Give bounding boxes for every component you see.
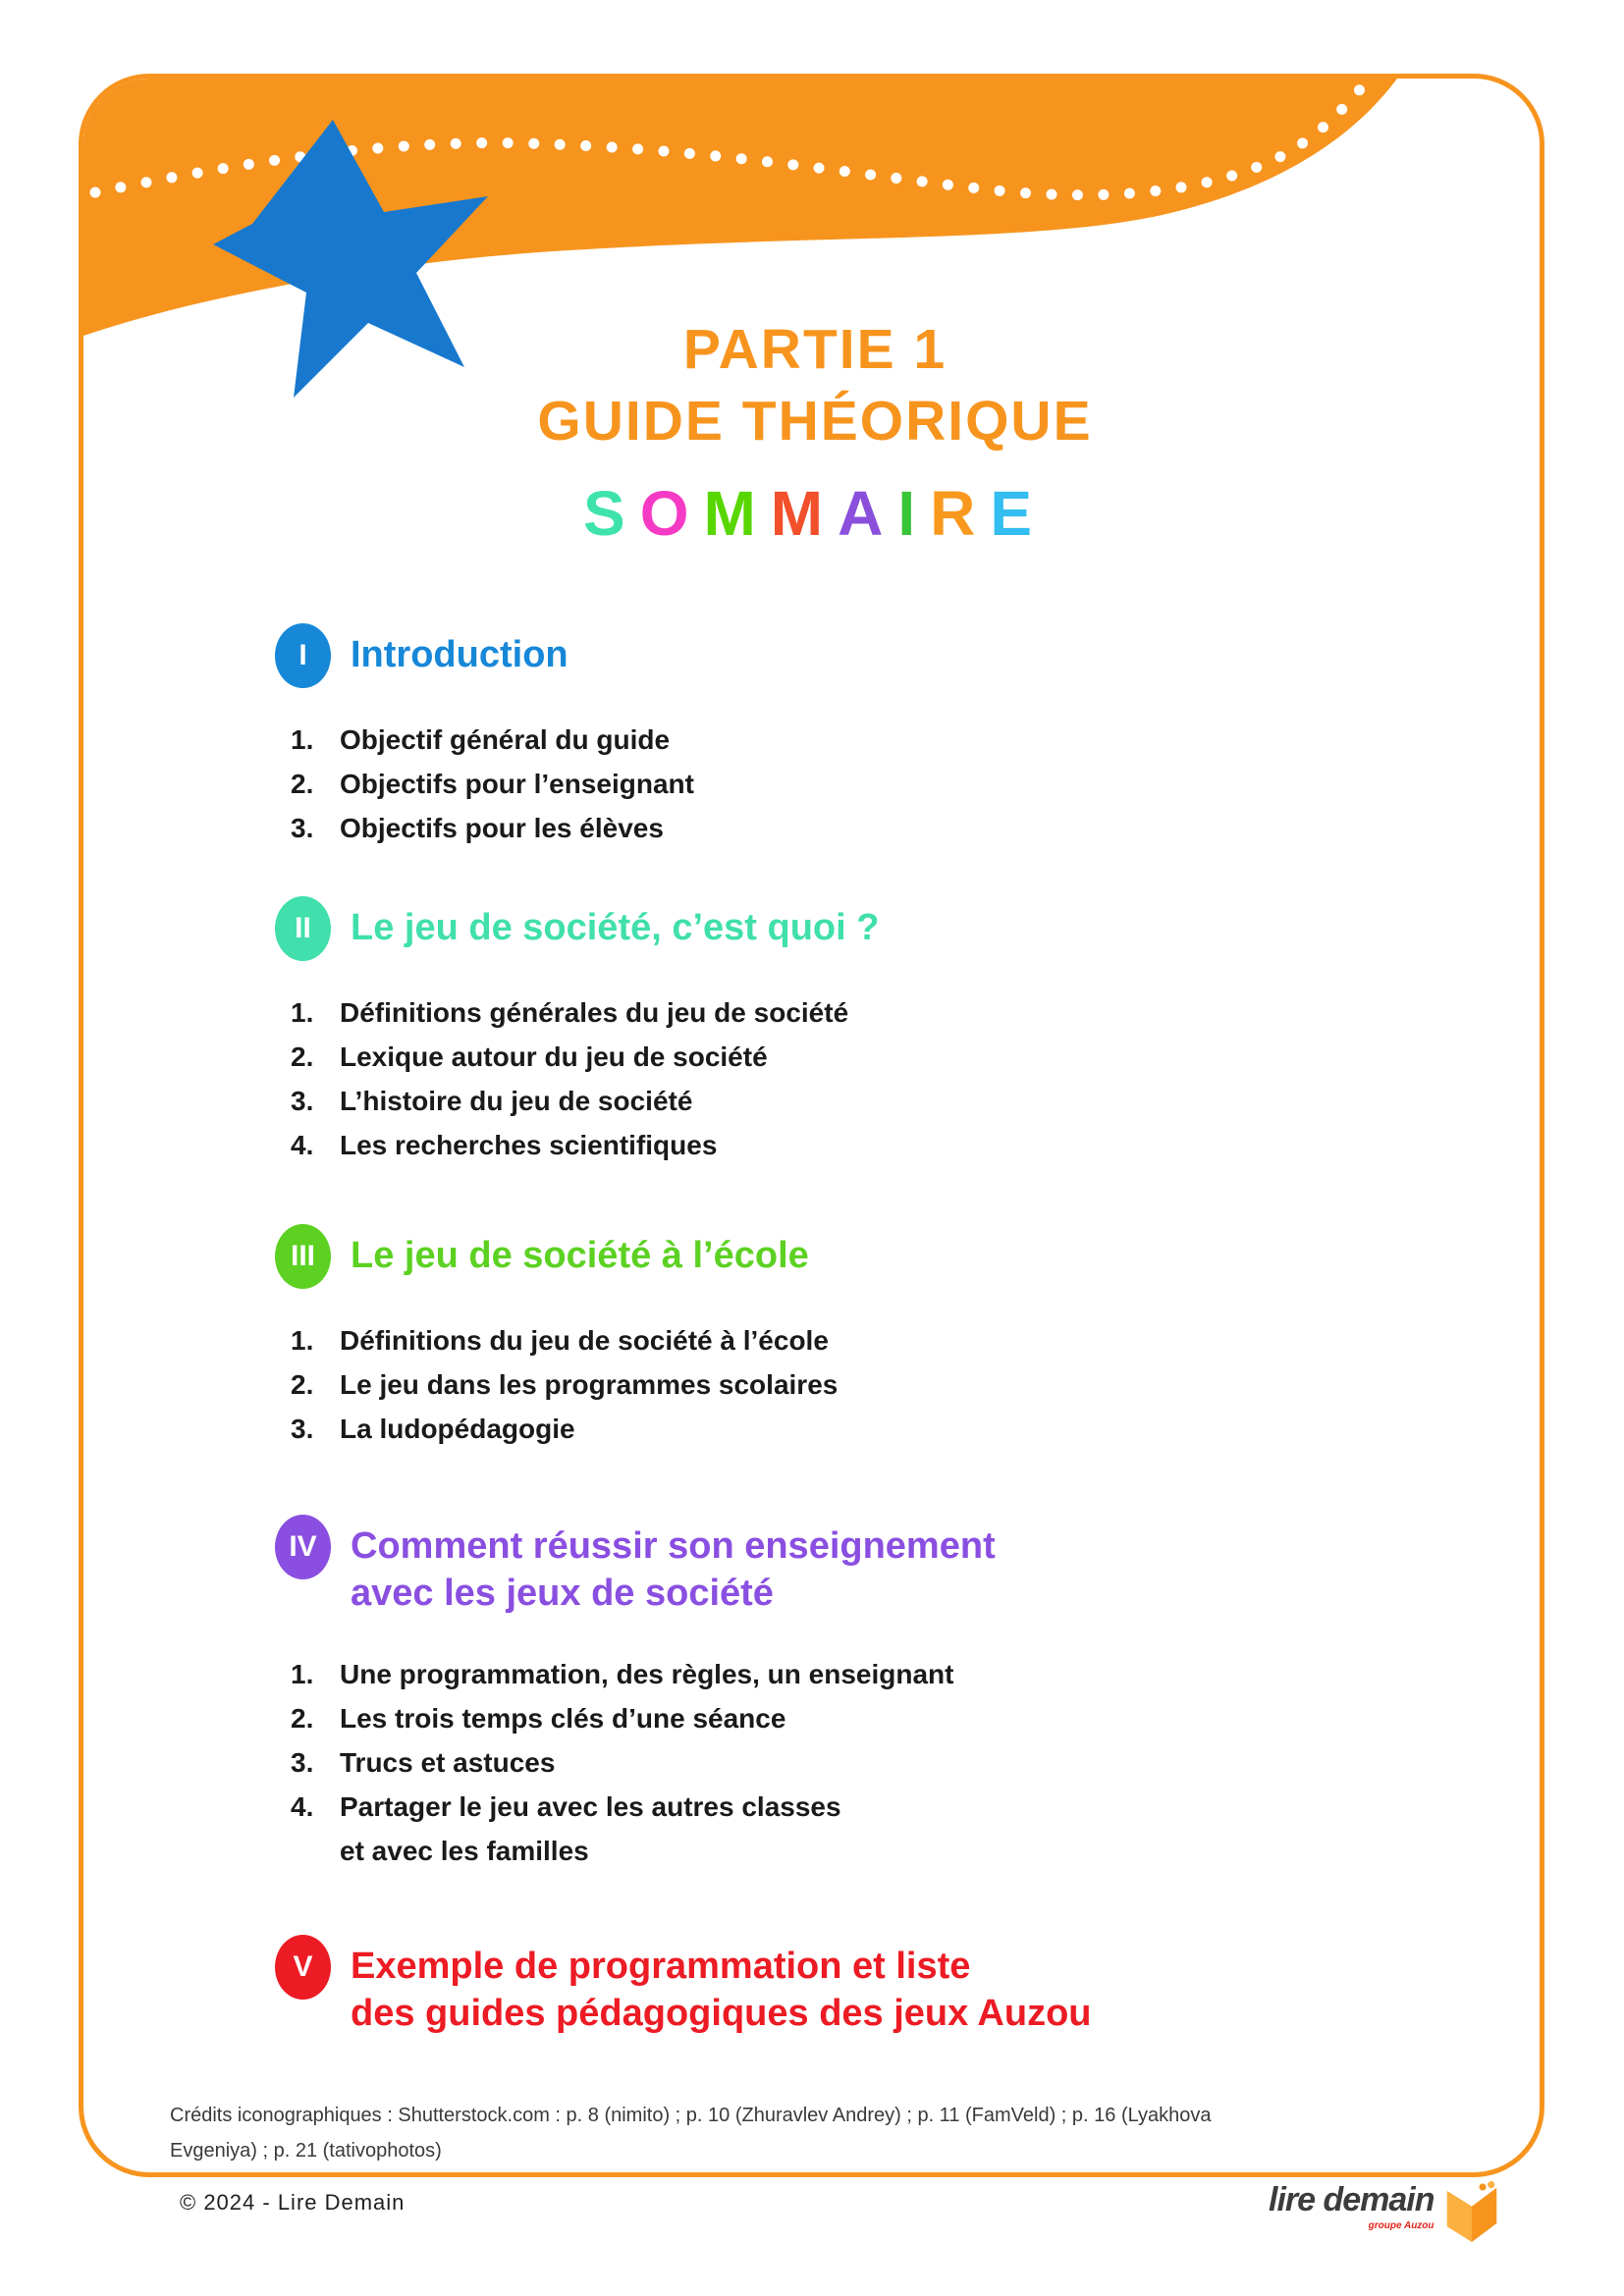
section-header	[275, 623, 1443, 688]
item-text: Objectifs pour les élèves	[340, 813, 664, 843]
toc-item	[275, 762, 1443, 806]
toc-letter: A	[838, 478, 898, 549]
photo-credits-line: Evgeniya) ; p. 21 (tativophotos)	[170, 2140, 442, 2162]
item-number: 2.	[291, 769, 314, 799]
section-numeral: III	[290, 1240, 315, 1272]
section-title-line: avec les jeux de société	[351, 1573, 774, 1614]
section-numeral-badge	[275, 1515, 331, 1579]
item-number: 2.	[291, 1703, 314, 1734]
toc-section-jeu-a-l-ecole	[275, 1224, 1443, 1451]
toc-item	[275, 1362, 1443, 1407]
item-text: Les trois temps clés d’une séance	[340, 1703, 786, 1734]
item-number: 1.	[291, 724, 314, 755]
section-numeral-badge	[275, 1224, 331, 1289]
section-items	[275, 1318, 1443, 1451]
section-title	[351, 623, 568, 678]
section-numeral-badge	[275, 1935, 331, 2000]
toc-item	[275, 718, 1443, 762]
copyright-text: © 2024 - Lire Demain	[180, 2190, 406, 2215]
section-title-line: des guides pédagogiques des jeux Auzou	[351, 1993, 1092, 2034]
toc-letter: I	[897, 478, 931, 549]
section-title	[351, 896, 879, 951]
item-number: 4.	[291, 1130, 314, 1160]
toc-section-introduction	[275, 623, 1443, 850]
toc-letter: O	[639, 478, 704, 549]
section-numeral: IV	[289, 1530, 317, 1563]
toc-letter: S	[583, 478, 640, 549]
photo-credits-line: Crédits iconographiques : Shutterstock.com : p. 8 (nimito) ; p. 10 (Zhuravlev Andrey) ; p. 11 (FamVeld) ; p. 16 (Lyakhova	[170, 2105, 1212, 2126]
item-text: L’histoire du jeu de société	[340, 1086, 693, 1116]
toc-section-jeu-de-societe	[275, 896, 1443, 1167]
item-text: Objectif général du guide	[340, 724, 671, 755]
toc-item	[275, 1079, 1443, 1123]
section-header	[275, 1935, 1443, 2037]
section-title	[351, 1515, 996, 1617]
publisher-logo-text: lire demain	[1269, 2181, 1435, 2218]
item-text: Définitions du jeu de société à l’école	[340, 1325, 829, 1356]
toc-section-exemple-programmation	[275, 1935, 1443, 2037]
toc-item	[275, 1123, 1443, 1167]
book-right-page	[1472, 2188, 1496, 2242]
section-numeral: V	[293, 1950, 313, 1983]
open-book-icon	[1442, 2181, 1501, 2244]
section-title-line: Le jeu de société à l’école	[351, 1235, 809, 1276]
toc-section-reussir-enseignement	[275, 1515, 1443, 1873]
publisher-logo-subtext: groupe Auzou	[1368, 2220, 1435, 2231]
item-number: 2.	[291, 1369, 314, 1400]
content-card	[79, 74, 1544, 2177]
section-title	[351, 1224, 809, 1279]
toc-item	[275, 806, 1443, 850]
section-header	[275, 896, 1443, 961]
publisher-logo-text-block	[1269, 2181, 1435, 2231]
photo-credits	[170, 2098, 1510, 2168]
toc-letter: M	[770, 478, 839, 549]
toc-letter: E	[990, 478, 1047, 549]
item-text: Une programmation, des règles, un enseignant	[340, 1659, 954, 1689]
item-text: Les recherches scientifiques	[340, 1130, 718, 1160]
toc-item	[275, 1318, 1443, 1362]
section-items	[275, 718, 1443, 850]
toc-letter: M	[703, 478, 771, 549]
item-number: 1.	[291, 1325, 314, 1356]
book-dot	[1488, 2181, 1494, 2188]
item-number: 2.	[291, 1041, 314, 1072]
toc-item-continuation: et avec les familles	[340, 1836, 589, 1866]
item-number: 3.	[291, 813, 314, 843]
book-left-page	[1446, 2191, 1471, 2242]
section-title-line: Comment réussir son enseignement	[351, 1525, 996, 1567]
section-items	[275, 1652, 1443, 1873]
item-text: Trucs et astuces	[340, 1747, 556, 1778]
item-text: Définitions générales du jeu de société	[340, 997, 849, 1028]
toc-item	[275, 1407, 1443, 1451]
item-number: 1.	[291, 997, 314, 1028]
toc-item	[275, 1785, 1443, 1829]
section-items	[275, 990, 1443, 1167]
toc-letter: R	[930, 478, 991, 549]
section-title-line: Le jeu de société, c’est quoi ?	[351, 907, 880, 948]
section-title-line: Exemple de programmation et liste	[351, 1946, 971, 1987]
item-number: 4.	[291, 1791, 314, 1822]
section-numeral: I	[298, 639, 307, 671]
part-title: GUIDE THÉORIQUE	[537, 390, 1093, 453]
item-number: 1.	[291, 1659, 314, 1689]
item-number: 3.	[291, 1747, 314, 1778]
toc-item	[275, 1696, 1443, 1740]
item-text: Lexique autour du jeu de société	[340, 1041, 768, 1072]
item-number: 3.	[291, 1414, 314, 1444]
section-header	[275, 1224, 1443, 1289]
section-header	[275, 1515, 1443, 1617]
section-title	[351, 1935, 1092, 2037]
item-text: Objectifs pour l’enseignant	[340, 769, 694, 799]
section-numeral-badge	[275, 623, 331, 688]
publisher-logo	[1269, 2181, 1501, 2244]
item-text: Partager le jeu avec les autres classes	[340, 1791, 841, 1822]
toc-item	[275, 1652, 1443, 1696]
toc-title	[270, 477, 1360, 550]
part-label: PARTIE 1	[682, 318, 947, 381]
book-dot	[1479, 2183, 1486, 2190]
toc-item	[275, 1035, 1443, 1079]
item-number: 3.	[291, 1086, 314, 1116]
toc-item	[275, 1740, 1443, 1785]
section-numeral: II	[295, 912, 311, 944]
section-numeral-badge	[275, 896, 331, 961]
item-text: La ludopédagogie	[340, 1414, 575, 1444]
section-title-line: Introduction	[351, 634, 568, 675]
item-text: Le jeu dans les programmes scolaires	[340, 1369, 839, 1400]
toc-item	[275, 990, 1443, 1035]
